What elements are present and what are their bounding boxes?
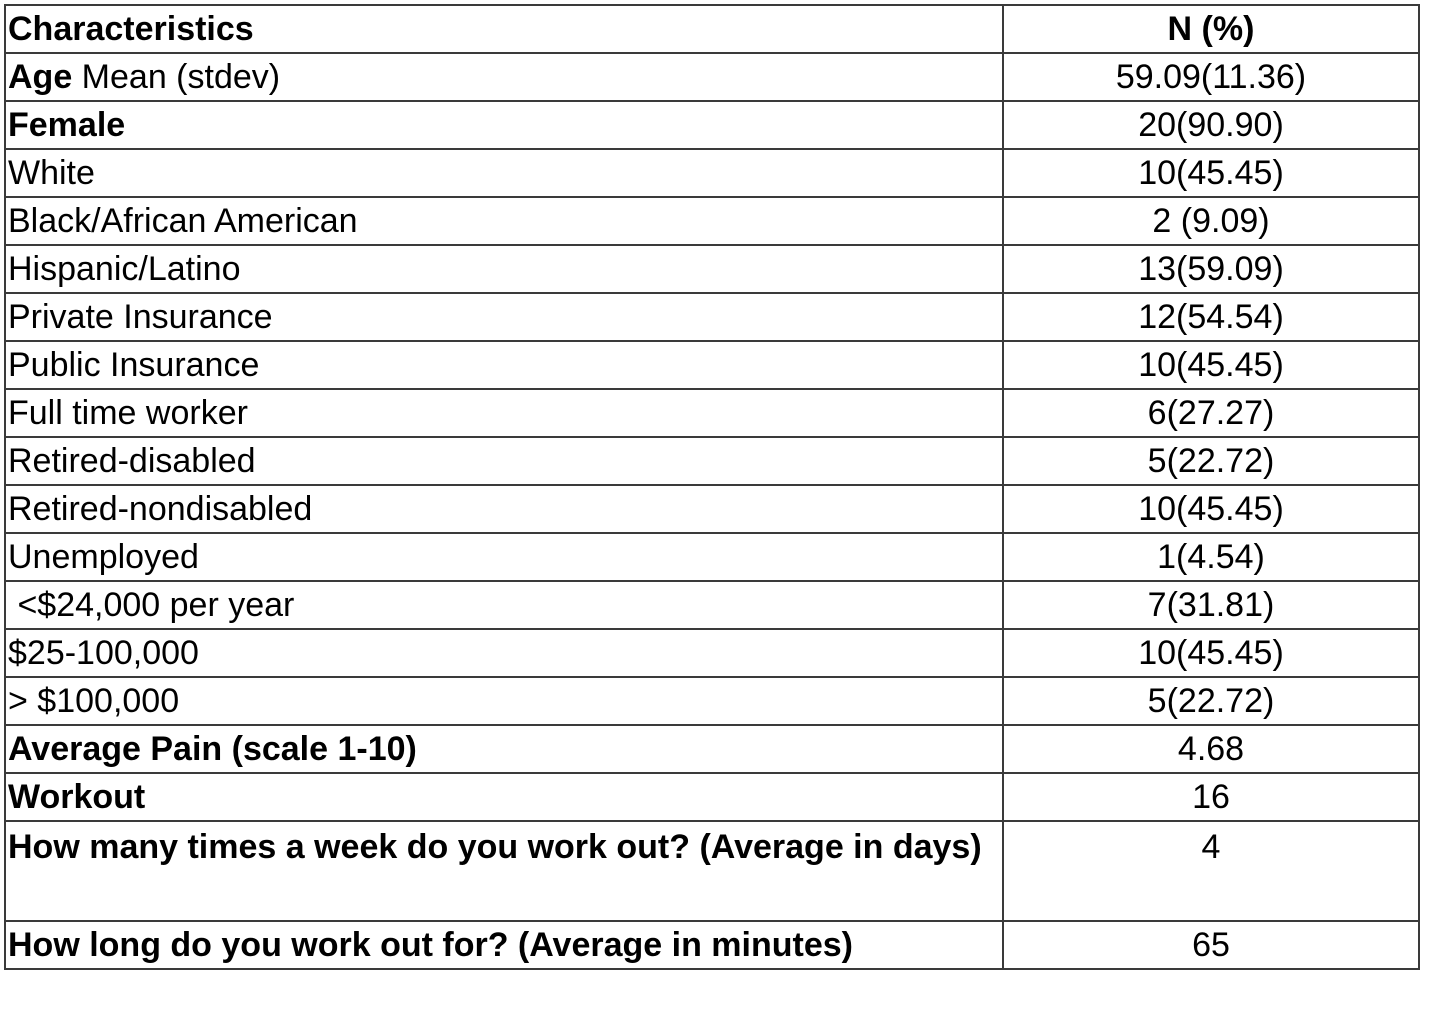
row-label [5,53,1003,101]
demographics-table [4,4,1420,970]
table-row [5,725,1419,773]
row-value: 10(45.45) [1003,341,1419,389]
header-n-percent: N (%) [1003,5,1419,53]
row-value: 10(45.45) [1003,629,1419,677]
row-label: Unemployed [5,533,1003,581]
row-value: 65 [1003,921,1419,969]
row-value: 10(45.45) [1003,149,1419,197]
row-label: Hispanic/Latino [5,245,1003,293]
table-row [5,53,1419,101]
row-label: Retired-disabled [5,437,1003,485]
table-row [5,101,1419,149]
table-row [5,773,1419,821]
row-value: 13(59.09) [1003,245,1419,293]
row-label: Black/African American [5,197,1003,245]
row-value: 2 (9.09) [1003,197,1419,245]
row-label-rest: Mean (stdev) [72,58,281,96]
table-row [5,533,1419,581]
row-label: Private Insurance [5,293,1003,341]
table-row [5,341,1419,389]
table-row [5,821,1419,921]
row-value: 6(27.27) [1003,389,1419,437]
row-value: 12(54.54) [1003,293,1419,341]
row-label: Public Insurance [5,341,1003,389]
row-value: 10(45.45) [1003,485,1419,533]
row-label: Workout [5,773,1003,821]
table-row [5,293,1419,341]
table-row [5,245,1419,293]
table-header-row [5,5,1419,53]
row-label: > $100,000 [5,677,1003,725]
table-row [5,921,1419,969]
row-label-bold: Age [8,58,73,96]
demographics-table-container [4,4,1418,970]
row-label: White [5,149,1003,197]
table-row [5,437,1419,485]
row-label: Retired-nondisabled [5,485,1003,533]
table-row [5,389,1419,437]
row-label: How long do you work out for? (Average in minutes) [5,921,1003,969]
row-value: 1(4.54) [1003,533,1419,581]
row-value: 16 [1003,773,1419,821]
row-value: 5(22.72) [1003,437,1419,485]
table-row [5,581,1419,629]
row-label: How many times a week do you work out? (Average in days) [5,821,1003,921]
row-label: <$24,000 per year [5,581,1003,629]
row-value: 4.68 [1003,725,1419,773]
row-value: 20(90.90) [1003,101,1419,149]
table-row [5,149,1419,197]
table-row [5,197,1419,245]
row-label: Female [5,101,1003,149]
header-characteristics: Characteristics [5,5,1003,53]
row-label: Full time worker [5,389,1003,437]
table-row [5,677,1419,725]
table-row [5,485,1419,533]
row-label: Average Pain (scale 1-10) [5,725,1003,773]
row-value: 59.09(11.36) [1003,53,1419,101]
row-label: $25-100,000 [5,629,1003,677]
table-row [5,629,1419,677]
row-value: 5(22.72) [1003,677,1419,725]
row-value: 4 [1003,821,1419,921]
row-value: 7(31.81) [1003,581,1419,629]
